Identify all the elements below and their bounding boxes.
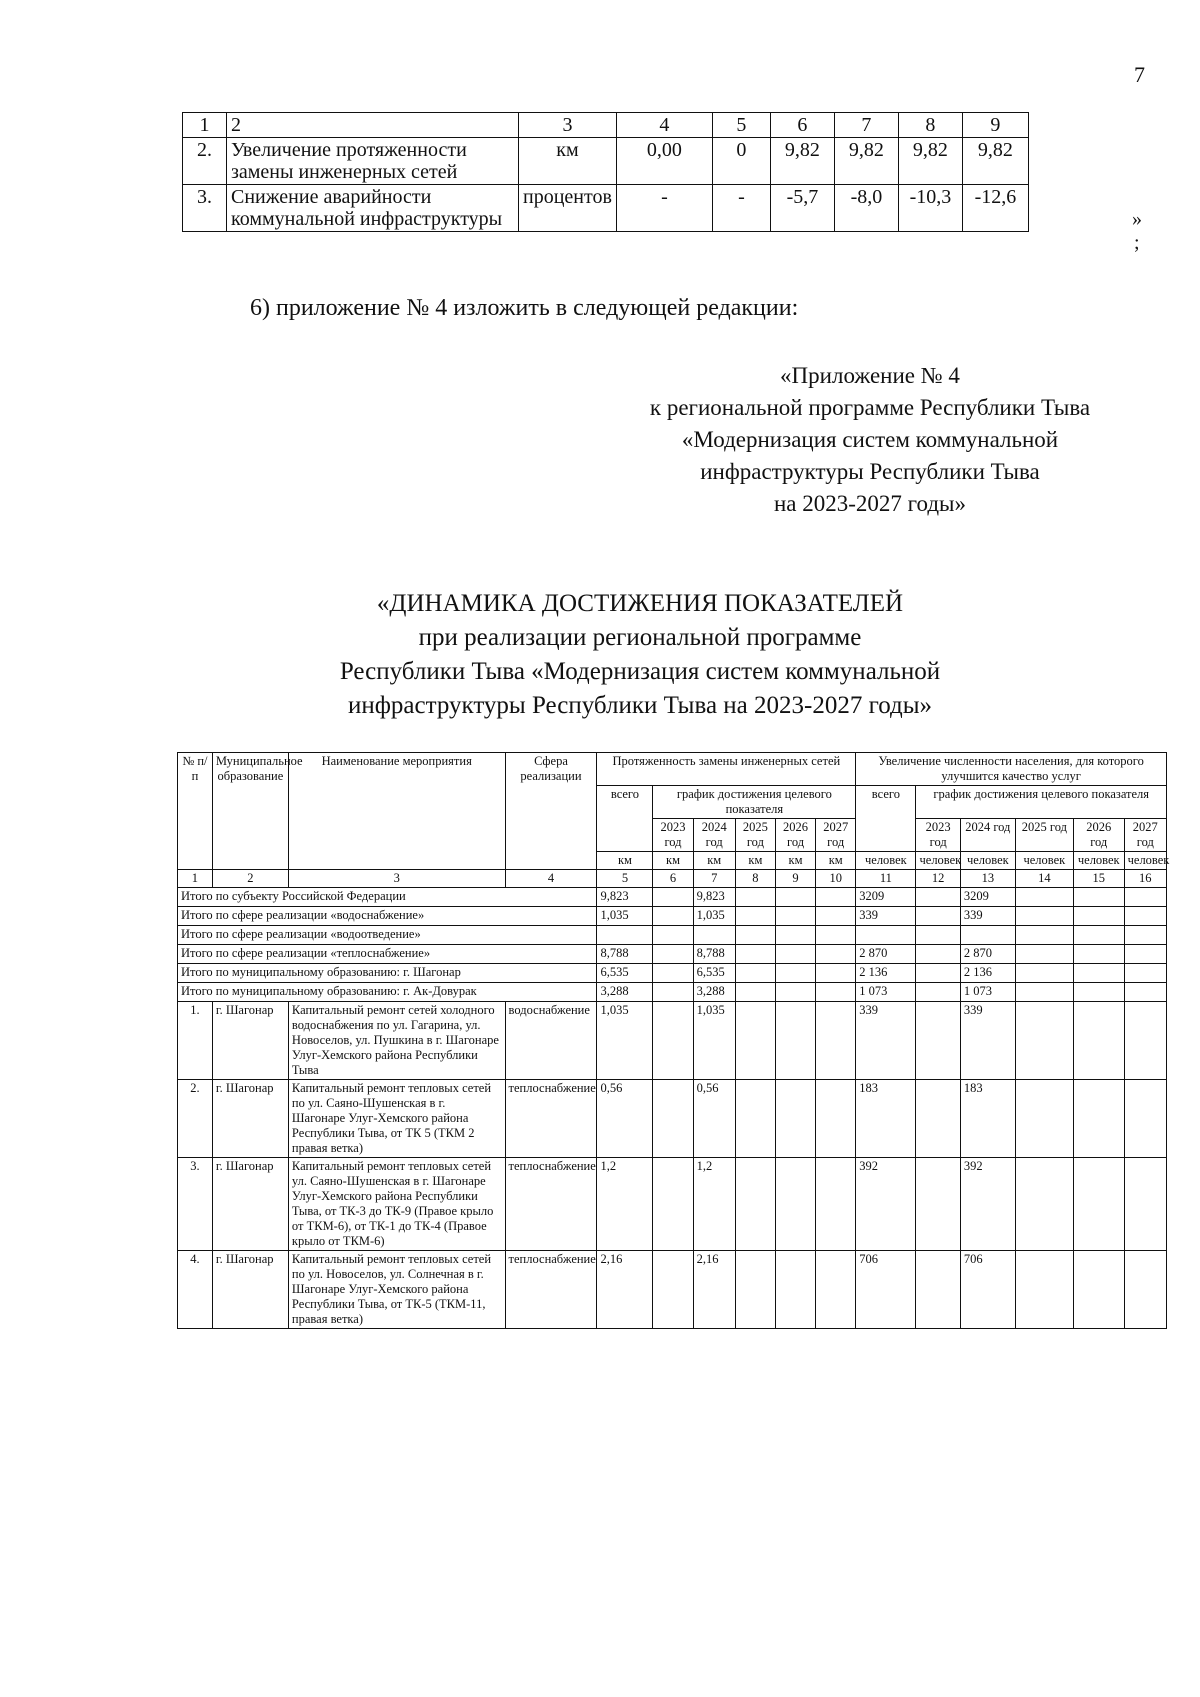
header-length: Протяженность замены инженерных сетей [597,753,856,786]
summary-pop-total [856,926,916,945]
header-year: 2025 год [735,819,775,852]
summary-row [178,945,1167,964]
value-cell: 0 [712,138,770,185]
top-header-cell: 1 [183,113,227,138]
summary-2024: 6,535 [693,964,735,983]
summary-label: Итого по муниципальному образованию: г. Ак-Довурак [178,983,597,1002]
column-number: 14 [1015,870,1073,888]
closing-semicolon: ; [1134,232,1140,254]
header-year: 2024 год [960,819,1015,852]
summary-2024: 8,788 [693,945,735,964]
unit-people: человек [916,852,960,870]
header-total: всего [856,786,916,852]
title-line: инфраструктуры Республики Тыва на 2023-2027 годы» [347,692,933,719]
item-sphere: теплоснабжение [505,1080,597,1158]
item-pop-2024: 706 [960,1251,1015,1329]
top-table-header-row [183,113,1029,138]
column-number: 4 [505,870,597,888]
item-number: 1. [178,1002,213,1080]
item-sphere: теплоснабжение [505,1251,597,1329]
top-header-cell: 7 [834,113,898,138]
item-total: 1,035 [597,1002,653,1080]
row-number: 2. [183,138,227,185]
summary-2024: 3,288 [693,983,735,1002]
unit-km: км [735,852,775,870]
title-line: Республики Тыва «Модернизация систем коммунальной [339,658,941,685]
item-measure: Капитальный ремонт сетей холодного водоснабжения по ул. Гагарина, ул. Новоселов, ул. Пушкина в г. Шагонаре Улуг-Хемского района Республики Тыва [288,1002,505,1080]
value-cell: -8,0 [834,185,898,232]
summary-2024 [693,926,735,945]
unit-km: км [816,852,856,870]
header-year: 2027 год [1124,819,1166,852]
column-number: 7 [693,870,735,888]
item-total: 1,2 [597,1158,653,1251]
indicator-name: Увеличение протяженности замены инженерных сетей [227,138,519,185]
summary-2024: 1,035 [693,907,735,926]
item-pop-total: 339 [856,1002,916,1080]
title-line: при реализации региональной программе [418,624,862,651]
summary-label: Итого по сфере реализации «теплоснабжение» [178,945,597,964]
item-municipality: г. Шагонар [212,1251,288,1329]
item-total: 0,56 [597,1080,653,1158]
column-number: 13 [960,870,1015,888]
summary-pop-2024: 2 870 [960,945,1015,964]
item-number: 2. [178,1080,213,1158]
table-row [178,1158,1167,1251]
unit-people: человек [1015,852,1073,870]
column-number: 8 [735,870,775,888]
unit-km: км [653,852,693,870]
annex-line: инфраструктуры Республики Тыва [700,459,1040,484]
item-2024: 0,56 [693,1080,735,1158]
summary-2024: 9,823 [693,888,735,907]
unit-km: км [775,852,815,870]
summary-pop-2024: 1 073 [960,983,1015,1002]
summary-pop-total: 2 136 [856,964,916,983]
item-total: 2,16 [597,1251,653,1329]
summary-row [178,926,1167,945]
dynamics-title [230,587,1050,723]
closing-quote: » [1132,208,1142,230]
value-cell: 9,82 [898,138,962,185]
item-measure: Капитальный ремонт тепловых сетей ул. Саяно-Шушенская в г. Шагонаре Улуг-Хемского района Республики Тыва, от ТК-3 до ТК-9 (Правое крыло от ТКМ-6), от ТК-1 до ТК-4 (Правое крыло от ТКМ-6) [288,1158,505,1251]
item-pop-2024: 339 [960,1002,1015,1080]
value-cell: -12,6 [962,185,1028,232]
summary-label: Итого по субъекту Российской Федерации [178,888,597,907]
page-number: 7 [1134,62,1145,87]
item-municipality: г. Шагонар [212,1002,288,1080]
unit-people: человек [1124,852,1166,870]
header-year: 2023 год [916,819,960,852]
header-total: всего [597,786,653,852]
title-line: «ДИНАМИКА ДОСТИЖЕНИЯ ПОКАЗАТЕЛЕЙ [376,590,904,617]
top-header-cell: 9 [962,113,1028,138]
dynamics-table [177,752,1170,1329]
header-sphere: Сфера реализации [505,753,597,870]
top-indicator-table [182,112,1029,232]
summary-pop-2024 [960,926,1015,945]
value-cell: -10,3 [898,185,962,232]
item-number: 4. [178,1251,213,1329]
top-header-cell: 4 [616,113,712,138]
header-schedule: график достижения целевого показателя [653,786,856,819]
summary-label: Итого по сфере реализации «водоотведение» [178,926,597,945]
unit-km: км [693,852,735,870]
item-2024: 2,16 [693,1251,735,1329]
value-cell: 0,00 [616,138,712,185]
top-header-cell: 8 [898,113,962,138]
table-row [178,1002,1167,1080]
summary-label: Итого по муниципальному образованию: г. Шагонар [178,964,597,983]
summary-pop-total: 1 073 [856,983,916,1002]
item-number: 3. [178,1158,213,1251]
item-pop-total: 392 [856,1158,916,1251]
summary-total: 1,035 [597,907,653,926]
header-year: 2026 год [1073,819,1124,852]
header-year: 2027 год [816,819,856,852]
unit: км [519,138,617,185]
indicator-name: Снижение аварийности коммунальной инфраструктуры [227,185,519,232]
column-number: 12 [916,870,960,888]
summary-pop-total: 339 [856,907,916,926]
value-cell: 9,82 [962,138,1028,185]
column-number: 10 [816,870,856,888]
summary-pop-2024: 339 [960,907,1015,926]
unit-people: человек [1073,852,1124,870]
top-table-row [183,185,1029,232]
summary-pop-total: 3209 [856,888,916,907]
unit: процентов [519,185,617,232]
value-cell: 9,82 [770,138,834,185]
item-2024: 1,2 [693,1158,735,1251]
summary-total: 9,823 [597,888,653,907]
item-2024: 1,035 [693,1002,735,1080]
item-measure: Капитальный ремонт тепловых сетей по ул. Саяно-Шушенская в г. Шагонаре Улуг-Хемского района Республики Тыва, от ТК 5 (ТКМ 2 правая ветка) [288,1080,505,1158]
annex-header [560,360,1180,520]
column-number: 11 [856,870,916,888]
header-schedule: график достижения целевого показателя [916,786,1167,819]
table-row [178,1080,1167,1158]
row-number: 3. [183,185,227,232]
column-number: 5 [597,870,653,888]
item-pop-total: 183 [856,1080,916,1158]
item-sphere: теплоснабжение [505,1158,597,1251]
item-municipality: г. Шагонар [212,1158,288,1251]
summary-total: 6,535 [597,964,653,983]
summary-row [178,907,1167,926]
summary-row [178,888,1167,907]
annex-line: «Приложение № 4 [780,363,960,388]
header-measure: Наименование мероприятия [288,753,505,870]
header-year: 2024 год [693,819,735,852]
annex-line: «Модернизация систем коммунальной [681,427,1059,452]
top-table-row [183,138,1029,185]
summary-pop-total: 2 870 [856,945,916,964]
header-year: 2025 год [1015,819,1073,852]
annex-line: на 2023-2027 годы» [773,491,967,516]
top-header-cell: 3 [519,113,617,138]
top-header-cell: 2 [227,113,519,138]
column-number: 2 [212,870,288,888]
instruction-text: 6) приложение № 4 изложить в следующей редакции: [250,295,799,321]
unit-people: человек [856,852,916,870]
column-number-row [178,870,1167,888]
item-pop-2024: 392 [960,1158,1015,1251]
column-number: 6 [653,870,693,888]
top-header-cell: 5 [712,113,770,138]
item-pop-total: 706 [856,1251,916,1329]
summary-pop-2024: 3209 [960,888,1015,907]
annex-line: к региональной программе Республики Тыва [649,395,1091,420]
summary-total [597,926,653,945]
item-measure: Капитальный ремонт тепловых сетей по ул. Новоселов, ул. Солнечная в г. Шагонаре Улуг-Хемского района Республики Тыва, от ТК-5 (ТКМ-11, правая ветка) [288,1251,505,1329]
table-row [178,1251,1167,1329]
summary-pop-2024: 2 136 [960,964,1015,983]
header-year: 2023 год [653,819,693,852]
value-cell: - [712,185,770,232]
unit-km: км [597,852,653,870]
column-number: 15 [1073,870,1124,888]
value-cell: - [616,185,712,232]
summary-row [178,983,1167,1002]
summary-total: 3,288 [597,983,653,1002]
column-number: 3 [288,870,505,888]
item-sphere: водоснабжение [505,1002,597,1080]
header-municipality: Муниципальное образование [212,753,288,870]
top-header-cell: 6 [770,113,834,138]
unit-people: человек [960,852,1015,870]
column-number: 16 [1124,870,1166,888]
column-number: 9 [775,870,815,888]
summary-label: Итого по сфере реализации «водоснабжение» [178,907,597,926]
column-number: 1 [178,870,213,888]
header-year: 2026 год [775,819,815,852]
value-cell: -5,7 [770,185,834,232]
item-municipality: г. Шагонар [212,1080,288,1158]
header-num: № п/п [178,753,213,870]
item-pop-2024: 183 [960,1080,1015,1158]
header-population: Увеличение численности населения, для которого улучшится качество услуг [856,753,1167,786]
summary-total: 8,788 [597,945,653,964]
summary-row [178,964,1167,983]
value-cell: 9,82 [834,138,898,185]
